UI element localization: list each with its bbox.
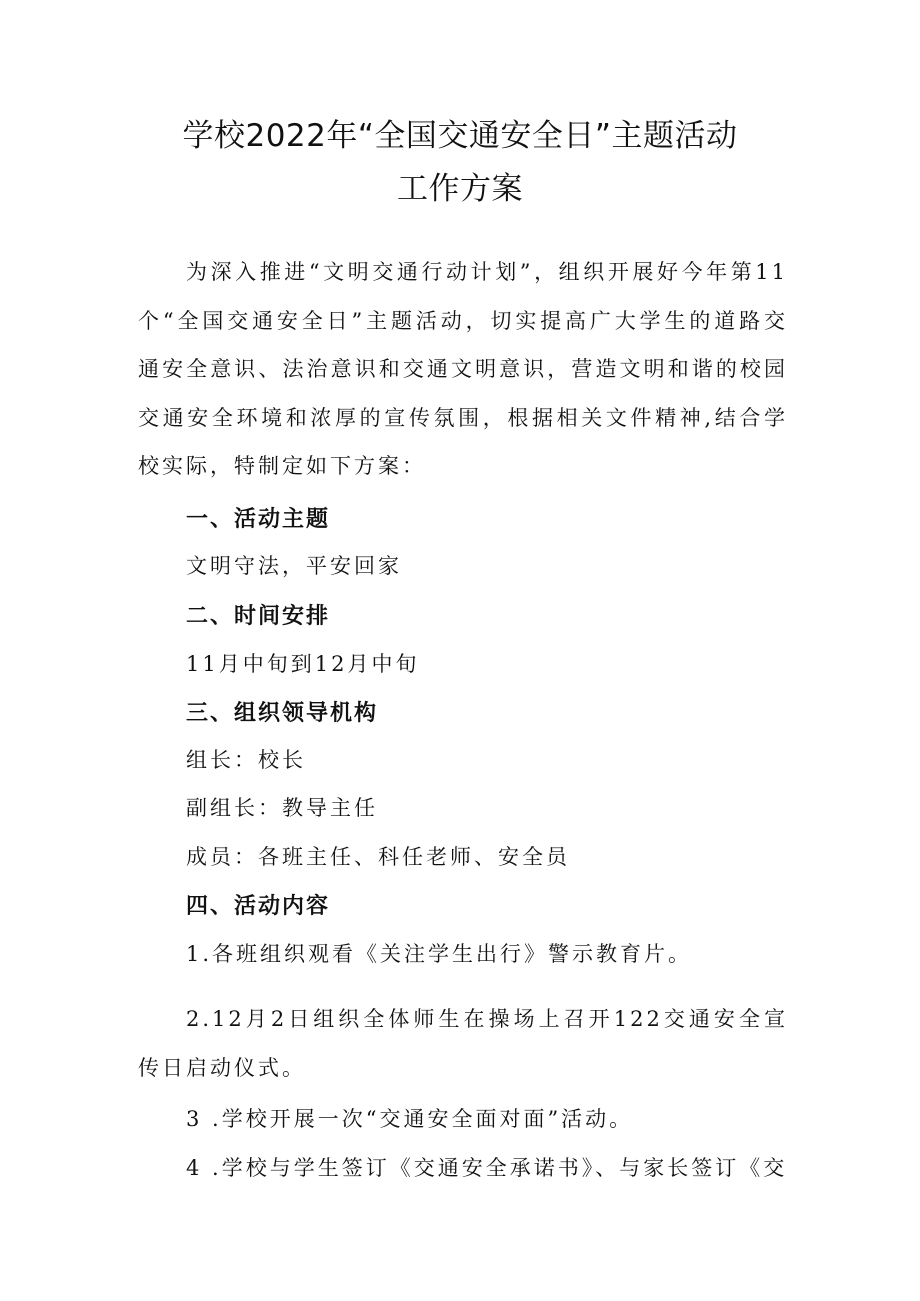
schedule-content: 11月中旬到12月中旬 [186, 652, 420, 676]
intro-paragraph: 为深入推进“文明交通行动计划”，组织开展好今年第11个“全国交通安全日”主题活动，切实提高广大学生的道路交通安全意识、法治意识和交通文明意识，营造文明和谐的校园交通安全环境和浓厚的宣传氛围，根据相关文件精神,结合学校实际，特制定如下方案： [138, 260, 788, 478]
org-members: 成员：各班主任、科任老师、安全员 [186, 845, 570, 869]
org-vice-leader: 副组长：教导主任 [186, 796, 378, 820]
section-heading-activities: 四、活动内容 [186, 894, 331, 919]
theme-content: 文明守法，平安回家 [186, 554, 402, 578]
section-heading-theme: 一、活动主题 [186, 507, 331, 532]
document-title-line2: 工作方案 [397, 171, 523, 207]
activity-item-2: 2.12月2日组织全体师生在操场上召开122交通安全宣传日启动仪式。 [138, 1007, 788, 1080]
section-heading-schedule: 二、时间安排 [186, 604, 331, 629]
org-leader: 组长：校长 [186, 748, 306, 772]
section-heading-organization: 三、组织领导机构 [186, 701, 379, 726]
activity-item-3: 3 .学校开展一次“交通安全面对面”活动。 [186, 1107, 634, 1131]
activity-item-4: 4 .学校与学生签订《交通安全承诺书》、与家长签订《交 [186, 1156, 788, 1180]
document-title-line1: 学校2022年“全国交通安全日”主题活动 [182, 118, 738, 154]
activity-item-1: 1.各班组织观看《关注学生出行》警示教育片。 [186, 942, 693, 966]
